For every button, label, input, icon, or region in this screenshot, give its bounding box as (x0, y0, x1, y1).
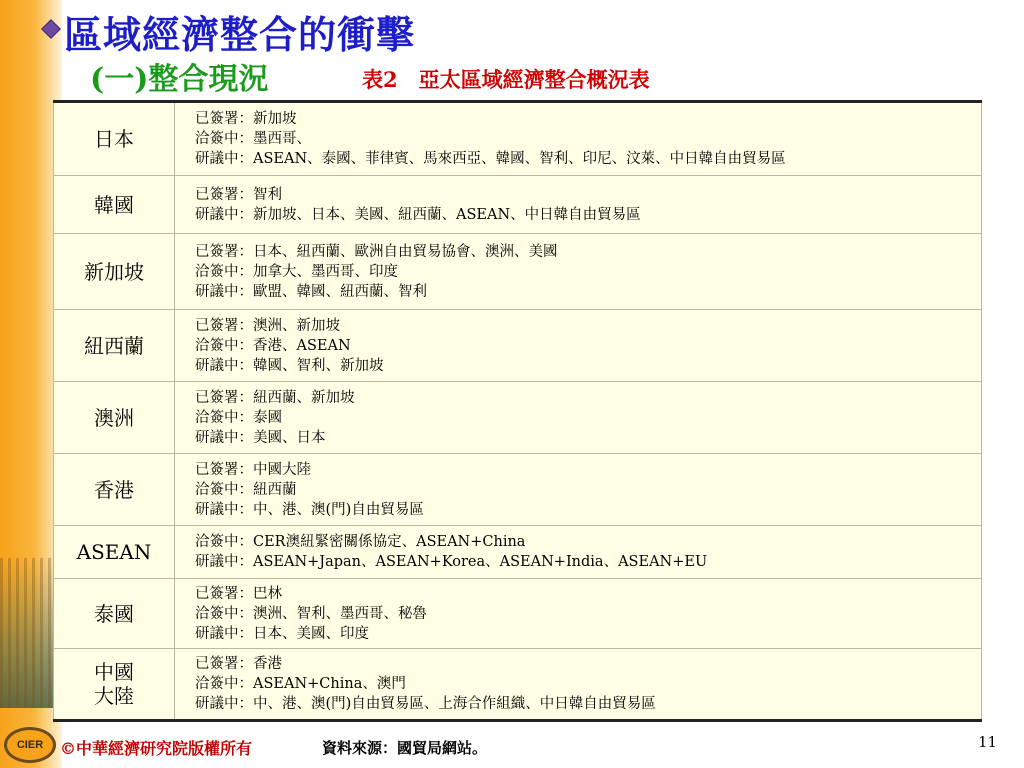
country-cell: 泰國 (54, 579, 175, 649)
country-cell (54, 649, 175, 721)
country-cell: 澳洲 (54, 382, 175, 454)
country-cell: 韓國 (54, 176, 175, 234)
slide-subtitle: (一)整合現況 (90, 62, 269, 97)
details-cell (175, 176, 982, 234)
table-caption: 表2 亞太區域經濟整合概況表 (362, 67, 650, 92)
details-cell (175, 526, 982, 579)
copyright-text: ©中華經濟研究院版權所有 (60, 739, 253, 758)
country-cell: 新加坡 (54, 234, 175, 310)
detail-line: 研議中：韓國、智利、新加坡 (195, 357, 384, 374)
country-line: 中國 (94, 660, 134, 684)
details-cell (175, 454, 982, 526)
detail-line: 洽簽中：CER澳紐緊密關係協定、ASEAN+China (195, 534, 526, 550)
details-cell (175, 649, 982, 721)
slide-title: 區域經濟整合的衝擊 (64, 12, 416, 57)
detail-line: 研議中：中、港、澳(門)自由貿易區 (195, 501, 424, 518)
detail-line: 已簽署：智利 (195, 186, 282, 203)
table-row (54, 649, 982, 721)
fta-overview-table (53, 100, 982, 722)
table-row (54, 526, 982, 579)
details-cell (175, 579, 982, 649)
country-cell: ASEAN (54, 526, 175, 579)
detail-line: 洽簽中：加拿大、墨西哥、印度 (195, 263, 398, 280)
detail-line: 已簽署：中國大陸 (195, 461, 311, 478)
detail-line: 研議中：美國、日本 (195, 429, 326, 446)
details-cell (175, 382, 982, 454)
detail-line: 已簽署：紐西蘭、新加坡 (195, 389, 355, 406)
detail-line: 洽簽中：ASEAN+China、澳門 (195, 676, 406, 692)
detail-line: 研議中：歐盟、韓國、紐西蘭、智利 (195, 283, 427, 300)
country-cell: 紐西蘭 (54, 310, 175, 382)
page-number: 11 (978, 733, 998, 751)
table-row (54, 176, 982, 234)
detail-line: 已簽署：日本、紐西蘭、歐洲自由貿易協會、澳洲、美國 (195, 243, 558, 260)
table-row (54, 310, 982, 382)
details-cell (175, 310, 982, 382)
table-row (54, 579, 982, 649)
detail-line: 已簽署：澳洲、新加坡 (195, 317, 340, 334)
detail-line: 洽簽中：紐西蘭 (195, 481, 297, 498)
detail-line: 研議中：新加坡、日本、美國、紐西蘭、ASEAN、中日韓自由貿易區 (195, 206, 641, 223)
country-cell: 香港 (54, 454, 175, 526)
detail-line: 洽簽中：泰國 (195, 409, 282, 426)
detail-line: 已簽署：巴林 (195, 585, 282, 602)
country-cell: 日本 (54, 102, 175, 176)
detail-line: 研議中：ASEAN+Japan、ASEAN+Korea、ASEAN+India、ASEAN+EU (195, 554, 708, 570)
details-cell (175, 102, 982, 176)
detail-line: 研議中：ASEAN、泰國、菲律賓、馬來西亞、韓國、智利、印尼、汶萊、中日韓自由貿易區 (195, 151, 786, 167)
detail-line: 洽簽中：澳洲、智利、墨西哥、秘魯 (195, 605, 427, 622)
details-cell (175, 234, 982, 310)
table-row (54, 454, 982, 526)
table-row (54, 234, 982, 310)
detail-line: 研議中：日本、美國、印度 (195, 625, 369, 642)
detail-line: 已簽署：新加坡 (195, 111, 297, 127)
detail-line: 洽簽中：香港、ASEAN (195, 337, 351, 354)
table-row (54, 382, 982, 454)
source-note: 資料來源：國貿局網站。 (322, 739, 488, 757)
cier-logo: CIER (4, 727, 56, 763)
detail-line: 研議中：中、港、澳(門)自由貿易區、上海合作組織、中日韓自由貿易區 (195, 696, 656, 712)
detail-line: 已簽署：香港 (195, 656, 282, 672)
table-row (54, 102, 982, 176)
detail-line: 洽簽中：墨西哥、 (195, 131, 311, 147)
country-line: 大陸 (94, 684, 134, 708)
